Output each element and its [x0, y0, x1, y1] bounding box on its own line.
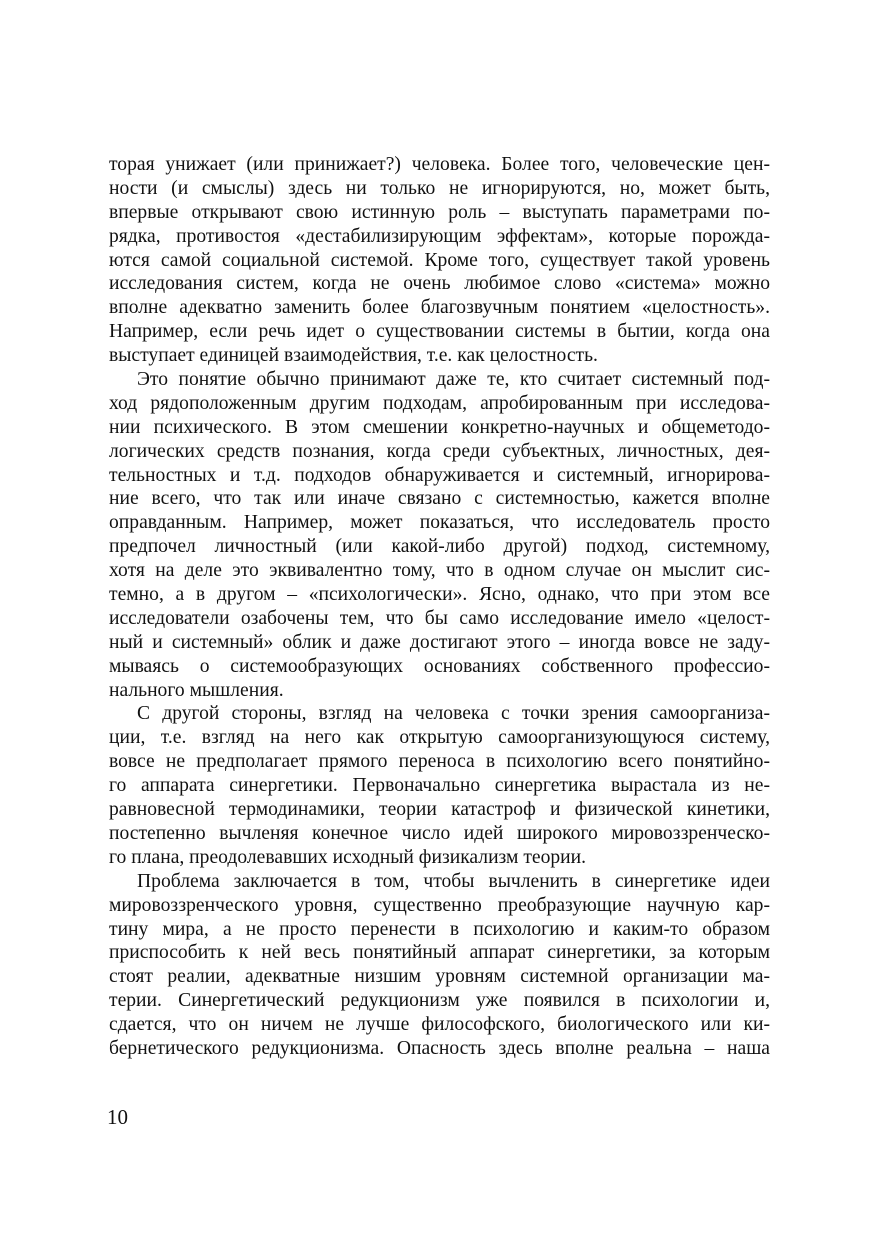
text-line: го плана, преодолевавших исходный физикализм теории. [109, 846, 587, 868]
text-line: Это понятие обычно принимают даже те, кто считает системный под- [137, 369, 770, 391]
text-line: нального мышления. [109, 679, 284, 701]
text-line: впервые открывают свою истинную роль – выступать параметрами по- [109, 201, 770, 223]
text-line: ются самой социальной системой. Кроме того, существует такой уровень [109, 249, 770, 271]
text-line: исследователи озабочены тем, что бы само исследование имело «целост- [109, 607, 770, 629]
text-line: логических средств познания, когда среди субъектных, личностных, дея- [109, 440, 770, 462]
text-line: тину мира, а не просто перенести в психологию и каким-то образом [109, 918, 770, 940]
text-line: вполне адекватно заменить более благозвучным понятием «целостность». [109, 297, 770, 319]
text-line: С другой стороны, взгляд на человека с точки зрения самоорганиза- [137, 703, 770, 725]
text-line: терии. Синергетический редукционизм уже появился в психологии и, [109, 990, 770, 1012]
text-line: предпочел личностный (или какой-либо другой) подход, системному, [109, 536, 770, 558]
paragraph [109, 153, 770, 368]
text-line: хотя на деле это эквивалентно тому, что в одном случае он мыслит сис- [109, 560, 770, 582]
text-line: вовсе не предполагает прямого переноса в психологию всего понятийно- [109, 751, 770, 773]
paragraph [109, 702, 770, 869]
text-line: оправданным. Например, может показаться, что исследователь просто [109, 512, 770, 534]
text-line: ный и системный» облик и даже достигают этого – иногда вовсе не заду- [109, 631, 770, 653]
text-line: мировоззренческого уровня, существенно преобразующие научную кар- [109, 894, 770, 916]
text-line: исследования систем, когда не очень любимое слово «система» можно [109, 273, 770, 295]
text-line: темно, а в другом – «психологически». Ясно, однако, что при этом все [109, 584, 770, 606]
text-line: постепенно вычленяя конечное число идей широкого мировоззренческо- [109, 822, 770, 844]
text-line: бернетического редукционизма. Опасность здесь вполне реальна – наша [109, 1037, 770, 1059]
text-line: ние всего, что так или иначе связано с системностью, кажется вполне [109, 488, 770, 510]
text-line: равновесной термодинамики, теории катастроф и физической кинетики, [109, 799, 770, 821]
text-line: тельностных и т.д. подходов обнаруживается и системный, игнорирова- [109, 464, 770, 486]
text-line: Например, если речь идет о существовании системы в бытии, когда она [109, 321, 770, 343]
text-line: ход рядоположенным другим подходам, апробированным при исследова- [109, 392, 770, 414]
paragraph [109, 870, 770, 1061]
page-number: 10 [107, 1105, 128, 1129]
body-text [109, 153, 770, 1061]
text-line: го аппарата синергетики. Первоначально синергетика вырастала из не- [109, 775, 770, 797]
text-line: сдается, что он ничем не лучше философского, биологического или ки- [109, 1014, 770, 1036]
text-line: Проблема заключается в том, чтобы вычленить в синергетике идеи [137, 870, 770, 892]
text-line: ности (и смыслы) здесь ни только не игнорируются, но, может быть, [109, 177, 770, 199]
paragraph [109, 368, 770, 702]
text-line: мываясь о системообразующих основаниях собственного профессио- [109, 655, 770, 677]
text-line: ции, т.е. взгляд на него как открытую самоорганизующуюся систему, [109, 727, 770, 749]
text-line: торая унижает (или принижает?) человека. Более того, человеческие цен- [109, 154, 770, 175]
text-line: приспособить к ней весь понятийный аппарат синергетики, за которым [109, 942, 770, 964]
text-line: выступает единицей взаимодействия, т.е. как целостность. [109, 345, 598, 367]
text-line: стоят реалии, адекватные низшим уровням системной организации ма- [109, 966, 770, 988]
text-line: нии психического. В этом смешении конкретно-научных и общеметодо- [109, 416, 770, 438]
text-line: рядка, противостоя «дестабилизирующим эффектам», которые порожда- [109, 225, 770, 247]
